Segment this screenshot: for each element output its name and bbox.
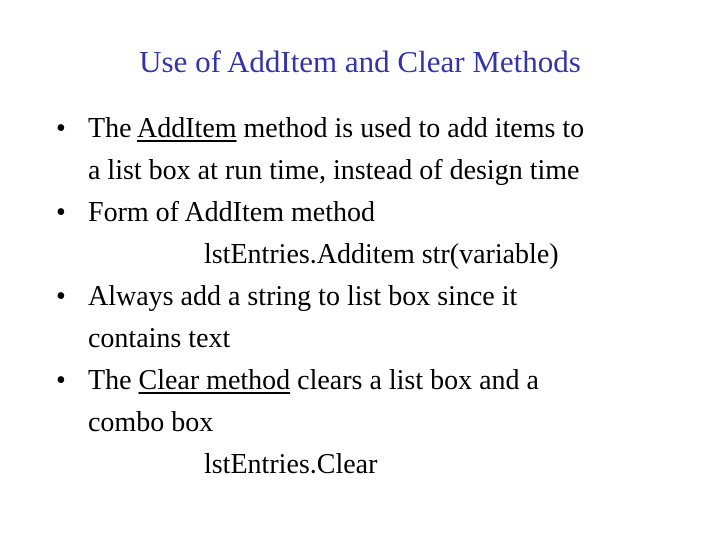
bullet-item xyxy=(56,192,696,234)
text-span: The xyxy=(88,113,137,144)
bullet-text-line: contains text xyxy=(88,323,231,354)
bullet-glyph: • xyxy=(56,365,66,396)
bullet-item xyxy=(56,276,696,360)
bullet-item xyxy=(56,360,696,444)
bullet-item xyxy=(56,108,696,192)
slide-body xyxy=(56,108,696,486)
bullet-glyph: • xyxy=(56,113,66,144)
bullet-glyph: • xyxy=(56,281,66,312)
code-example-clear: lstEntries.Clear xyxy=(204,449,378,480)
text-span: method is used to add items to xyxy=(236,113,585,144)
bullet-text-line: Always add a string to list box since it xyxy=(88,281,518,312)
bullet-text-line: Form of AddItem method xyxy=(88,197,375,228)
additem-term: AddItem xyxy=(137,113,237,144)
bullet-text-line xyxy=(88,108,696,150)
code-example-additem: lstEntries.Additem str(variable) xyxy=(204,239,559,270)
slide-title: Use of AddItem and Clear Methods xyxy=(139,44,581,79)
text-span: The xyxy=(88,365,139,396)
clear-method-term: Clear method xyxy=(138,365,291,396)
text-span: clears a list box and a xyxy=(290,365,539,396)
bullet-text-line: combo box xyxy=(88,407,214,438)
bullet-text-line xyxy=(88,360,696,402)
bullet-text-line: a list box at run time, instead of design time xyxy=(88,155,580,186)
bullet-glyph: • xyxy=(56,197,66,228)
